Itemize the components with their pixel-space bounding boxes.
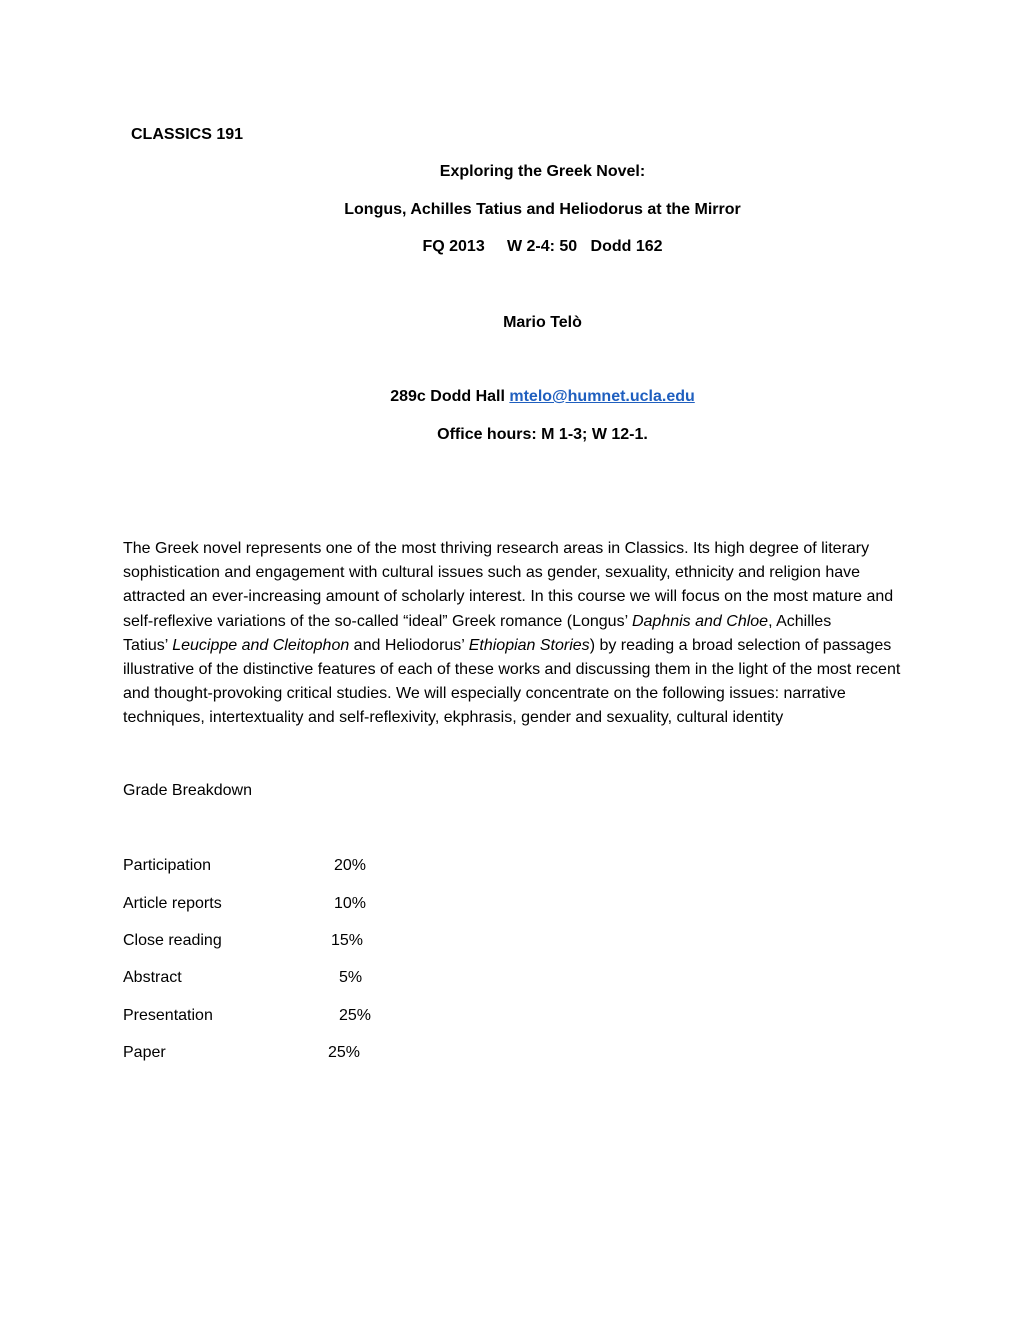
description-text: ) by reading a broad selection of passages [589, 636, 892, 654]
course-schedule [0, 237, 1020, 257]
book-title-ethiopian: Ethiopian Stories [468, 636, 590, 654]
description-text: , Achilles [768, 612, 832, 630]
course-subtitle: Longus, Achilles Tatius and Heliodorus at the Mirror [344, 201, 741, 218]
grade-percent: 15% [331, 932, 364, 949]
description-line: illustrative of the distinctive features of each of these works and discussing them in the light of the most recent [123, 661, 901, 679]
grade-label: Abstract [123, 969, 182, 986]
grade-percent: 25% [339, 1007, 372, 1024]
schedule-text: FQ 2013 W 2-4: 50 Dodd 162 [422, 238, 663, 255]
grade-label: Article reports [123, 895, 222, 912]
grade-row-article-reports [123, 894, 423, 914]
grade-row-paper [123, 1043, 423, 1063]
office-location: 289c Dodd Hall [390, 388, 505, 405]
grade-percent: 20% [334, 857, 367, 874]
office-contact [0, 387, 1020, 407]
description-line: The Greek novel represents one of the most thriving research areas in Classics. Its high degree of literary [123, 540, 870, 557]
description-text: Tatius’ [123, 636, 173, 654]
grade-percent: 10% [334, 895, 367, 912]
grade-label: Participation [123, 857, 212, 874]
description-line: techniques, intertextuality and self-reflexivity, ekphrasis, gender and sexuality, cultural identity [123, 709, 784, 727]
grade-breakdown-heading: Grade Breakdown [123, 782, 252, 799]
description-text: and Heliodorus’ [349, 636, 469, 654]
description-line: attracted an ever-increasing amount of scholarly interest. In this course we will focus on the most mature and [123, 588, 894, 606]
grade-label: Paper [123, 1044, 166, 1061]
book-title-leucippe: Leucippe and Cleitophon [172, 636, 350, 654]
description-line [123, 610, 958, 634]
course-title: Exploring the Greek Novel: [439, 163, 646, 180]
description-text: self-reflexive variations of the so-called “ideal” Greek romance (Longus’ [123, 612, 632, 630]
course-description [123, 537, 958, 731]
description-line: and thought-provoking critical studies. We will especially concentrate on the following issues: narrative [123, 685, 846, 703]
grade-percent: 5% [339, 969, 363, 986]
book-title-daphnis: Daphnis and Chloe [631, 612, 769, 630]
grade-row-presentation [123, 1006, 423, 1026]
grade-row-participation [123, 856, 423, 876]
grade-row-abstract [123, 968, 423, 988]
description-line [123, 634, 958, 658]
email-link[interactable]: mtelo@humnet.ucla.edu [509, 388, 695, 405]
office-hours: Office hours: M 1-3; W 12-1. [437, 426, 648, 443]
description-line: sophistication and engagement with cultural issues such as gender, sexuality, ethnicity and religion have [123, 564, 861, 582]
grade-label: Close reading [123, 932, 222, 949]
instructor-name: Mario Telò [503, 314, 582, 331]
grade-percent: 25% [328, 1044, 361, 1061]
course-code: CLASSICS 191 [131, 126, 244, 143]
grade-label: Presentation [123, 1007, 213, 1024]
grade-row-close-reading [123, 931, 423, 951]
